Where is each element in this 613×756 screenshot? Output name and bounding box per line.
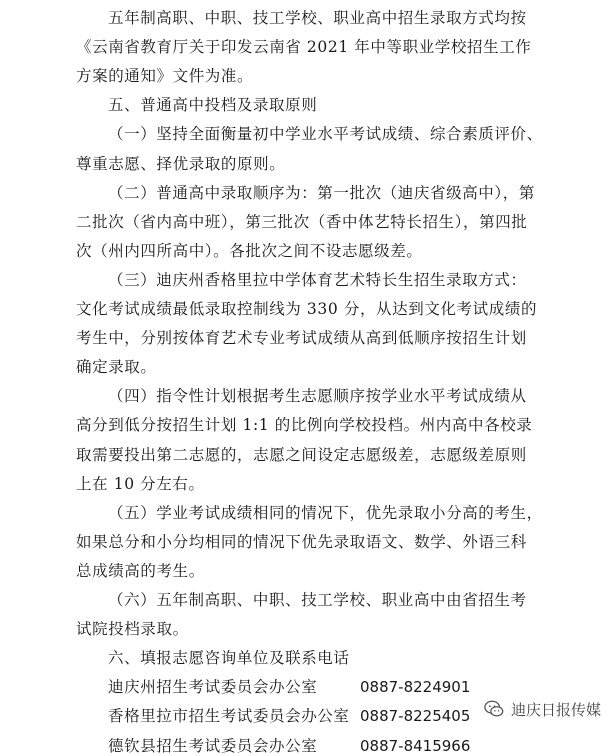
contact-org: 香格里拉市招生考试委员会办公室 (108, 707, 350, 726)
text-line: （四）指令性计划根据考生志愿顺序按学业水平考试成绩从 (108, 387, 527, 406)
watermark-text: 迪庆日报传媒 (510, 700, 601, 719)
text-line: （五）学业考试成绩相同的情况下，优先录取小分高的考生， (108, 503, 543, 522)
text-line: 二批次（省内高中班），第三批次（香中体艺特长招生），第四批 (76, 212, 528, 231)
contact-phone: 0887-8224901 (360, 678, 471, 697)
text-line: 尊重志愿、择优录取的原则。 (76, 154, 286, 173)
contact-org: 迪庆州招生考试委员会办公室 (108, 678, 318, 697)
text-line: 取需要投出第二志愿的，志愿之间设定志愿级差，志愿级差原则 (76, 445, 527, 464)
text-line: （二）普通高中录取顺序为：第一批次（迪庆省级高中），第 (108, 183, 535, 202)
text-line: 五、普通高中投档及录取原则 (108, 96, 318, 115)
text-line: 试院投档录取。 (76, 620, 189, 639)
text-line: 考生中，分别按体育艺术专业考试成绩从高到低顺序按招生计划 (76, 329, 527, 348)
text-line: 方案的通知》文件为准。 (76, 67, 254, 86)
contact-org: 德钦县招生考试委员会办公室 (108, 736, 318, 755)
text-line: 上在 10 分左右。 (76, 474, 205, 493)
text-line: 文化考试成绩最低录取控制线为 330 分，从达到文化考试成绩的 (76, 300, 538, 318)
text-line: （一）坚持全面衡量初中学业水平考试成绩、综合素质评价、 (108, 125, 543, 144)
text-line: （三）迪庆州香格里拉中学体育艺术特长生招生录取方式： (108, 270, 527, 289)
text-line: 如果总分和小分均相同的情况下优先录取语文、数学、外语三科 (76, 532, 527, 551)
text-line: 次（州内四所高中）。各批次之间不设志愿级差。 (76, 241, 423, 260)
contact-phone: 0887-8225405 (360, 707, 471, 726)
text-line: 五年制高职、中职、技工学校、职业高中招生录取方式均按 (108, 9, 527, 27)
watermark (483, 698, 601, 720)
text-line: 总成绩高的考生。 (76, 561, 205, 580)
text-line: 确定录取。 (76, 358, 157, 377)
contact-phone: 0887-8415966 (360, 736, 471, 755)
text-line: 《云南省教育厅关于印发云南省 2021 年中等职业学校招生工作 (76, 38, 532, 57)
text-line: （六）五年制高职、中职、技工学校、职业高中由省招生考 (108, 591, 527, 609)
text-line: 高分到低分按招生计划 1:1 的比例向学校投档。州内高中各校录 (76, 416, 533, 435)
wechat-icon (483, 698, 505, 720)
text-line: 六、填报志愿咨询单位及联系电话 (108, 649, 350, 668)
